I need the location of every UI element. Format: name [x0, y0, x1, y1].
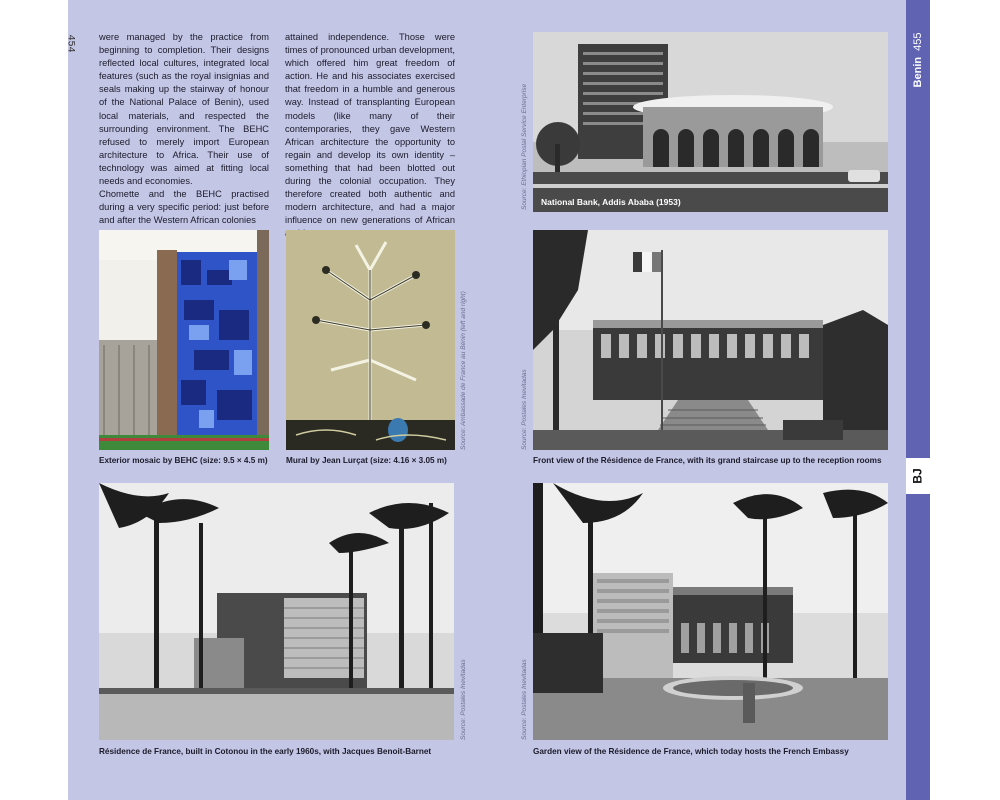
caption-national-bank: National Bank, Addis Ababa (1953) [541, 197, 681, 207]
caption-front-view: Front view of the Résidence de France, with its grand staircase up to the reception rooms [533, 456, 882, 465]
paragraph: were managed by the practice from beginning to completion. Their designs reflected local cultures, integrated local features (such as the royal insignias and seals making up the stairway of honour of the National Palace of Benin), used local materials, and respected the surrounding environment. The BEHC refused to merely import European architecture to Africa. Their use of technology was aimed at fitting local needs and economies. [99, 32, 269, 187]
source-residence: Source: Postales Inevitadas [460, 659, 467, 740]
photo-garden-view [533, 483, 888, 740]
side-header [906, 30, 930, 90]
photo-mural [286, 230, 455, 450]
caption-residence: Résidence de France, built in Cotonou in the early 1960s, with Jacques Benoit-Barnet [99, 747, 432, 756]
photo-front-view [533, 230, 888, 450]
page-number-right: 455 [912, 32, 924, 51]
photo-residence [99, 483, 454, 740]
photo-national-bank [533, 32, 888, 212]
country-tab [906, 458, 930, 494]
photo-mosaic [99, 230, 269, 450]
text-column-1 [99, 31, 269, 227]
paragraph: Chomette and the BEHC practised during a very specific period: just before and after the Western African colonies [99, 189, 269, 226]
source-mural: Source: Ambassade de France au Bénin (left and right) [460, 291, 467, 450]
caption-mural: Mural by Jean Lurçat (size: 4.16 × 3.05 m) [286, 456, 447, 465]
source-garden-view: Source: Postales Inevitadas [521, 659, 528, 740]
source-national-bank: Source: Ethiopian Postal Service Enterprise [521, 83, 528, 210]
source-front-view: Source: Postales Inevitadas [521, 369, 528, 450]
chapter-side-bar [906, 0, 930, 800]
caption-mosaic: Exterior mosaic by BEHC (size: 9.5 × 4.5 m) [99, 456, 268, 465]
text-column-2 [285, 31, 455, 241]
page-number-left: 454 [64, 34, 76, 53]
paragraph: attained independence. Those were times of pronounced urban development, which offered him great freedom of action. He and his associates exercised that freedom in a humble and generous way. Instead of transplanting European models (like many of their contemporaries, they gave Western African architecture the opportunity to regain and develop its own identity – something that had been blotted out during the colonial occupation. They therefore created both authentic and modern architecture, and had a major influence on new generations of African [285, 32, 455, 226]
section-title: Benin [912, 56, 924, 88]
caption-garden-view: Garden view of the Résidence de France, which today hosts the French Embassy [533, 747, 849, 756]
country-code: BJ [911, 468, 925, 484]
